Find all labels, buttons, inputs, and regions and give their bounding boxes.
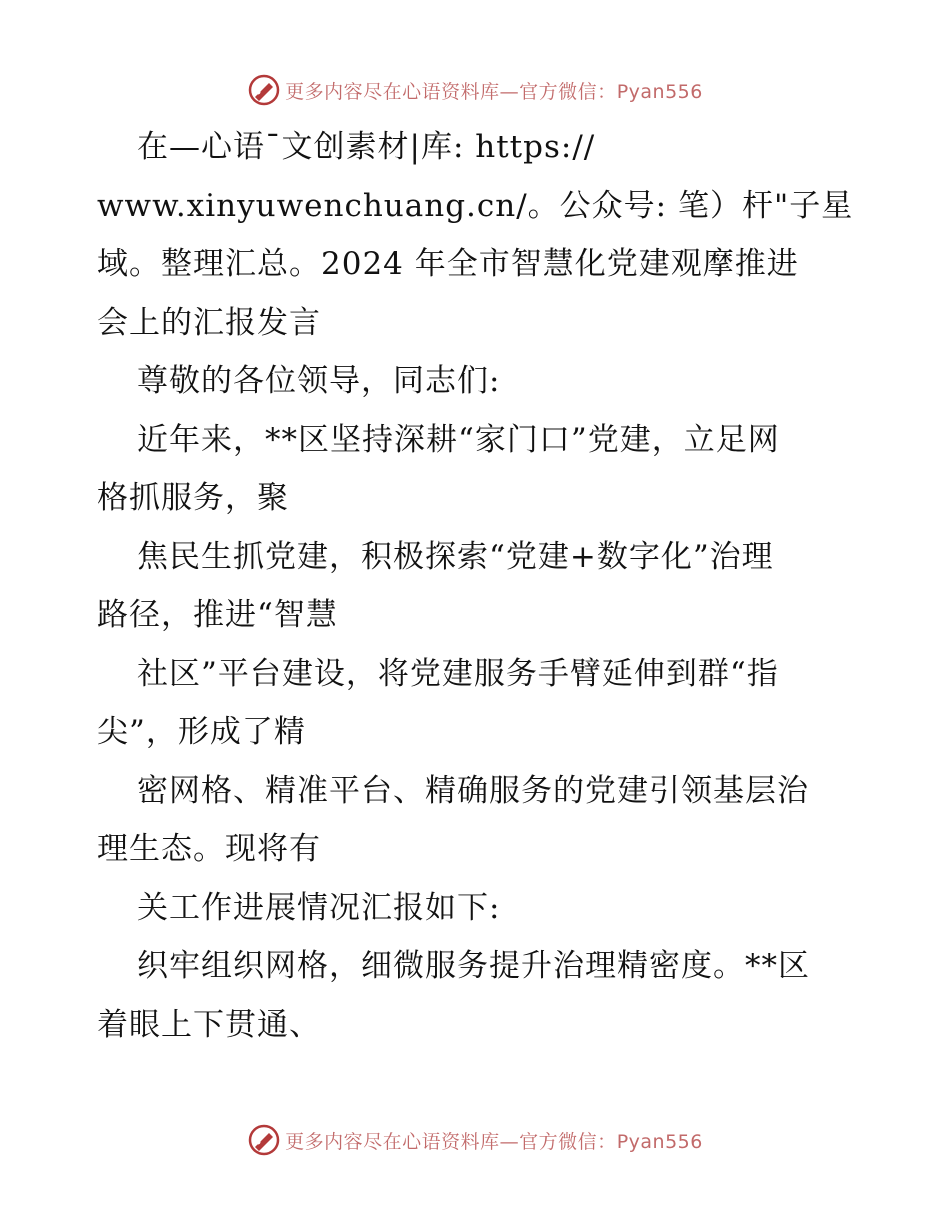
document-body (97, 118, 857, 1054)
document-line: 着眼上下贯通、 (97, 1006, 321, 1043)
document-line: 焦民生抓党建，积极探索“党建+数字化”治理 (137, 538, 774, 575)
pen-nib-logo-icon (247, 73, 281, 107)
document-line: 理生态。现将有 (97, 831, 321, 867)
banner-dash: — (499, 80, 520, 103)
document-line: 路径，推进“智慧 (97, 597, 338, 633)
document-line: 社区”平台建设，将党建服务手臂延伸到群“指 (137, 655, 779, 692)
document-line: 织牢组织网格，细微服务提升治理精密度。**区 (137, 948, 810, 984)
banner-slogan: 更多内容尽在心语资料库 (285, 80, 500, 103)
banner-wechat-id: Pyan556 (616, 1130, 703, 1153)
document-line: 尊敬的各位领导，同志们: (137, 363, 501, 399)
document-line: 域。整理汇总。2024 年全市智慧化党建观摩推进 (97, 246, 799, 282)
banner-label: 官方微信： (519, 1130, 617, 1153)
document-line: www.xinyuwenchuang.cn/。公众号: 笔）杆"子星 (97, 187, 854, 224)
document-line: 在—心语¯文创素材|库: https:// (137, 129, 596, 165)
banner-wechat-id: Pyan556 (616, 80, 703, 103)
banner-caption (285, 77, 703, 104)
document-line: 关工作进展情况汇报如下: (137, 889, 501, 926)
document-line: 近年来，**区坚持深耕“家门口”党建，立足网 (137, 421, 780, 458)
footer-watermark-banner (0, 1120, 950, 1160)
banner-label: 官方微信： (519, 80, 617, 103)
document-line: 会上的汇报发言 (97, 304, 321, 341)
document-line: 密网格、精准平台、精确服务的党建引领基层治 (137, 772, 809, 809)
banner-dash: — (499, 1130, 520, 1153)
header-watermark-banner (0, 70, 950, 110)
document-line: 尖”，形成了精 (97, 714, 306, 750)
pen-nib-logo-icon (247, 1123, 281, 1157)
document-line: 格抓服务，聚 (97, 480, 289, 516)
banner-slogan: 更多内容尽在心语资料库 (285, 1130, 500, 1153)
banner-caption (285, 1127, 703, 1154)
